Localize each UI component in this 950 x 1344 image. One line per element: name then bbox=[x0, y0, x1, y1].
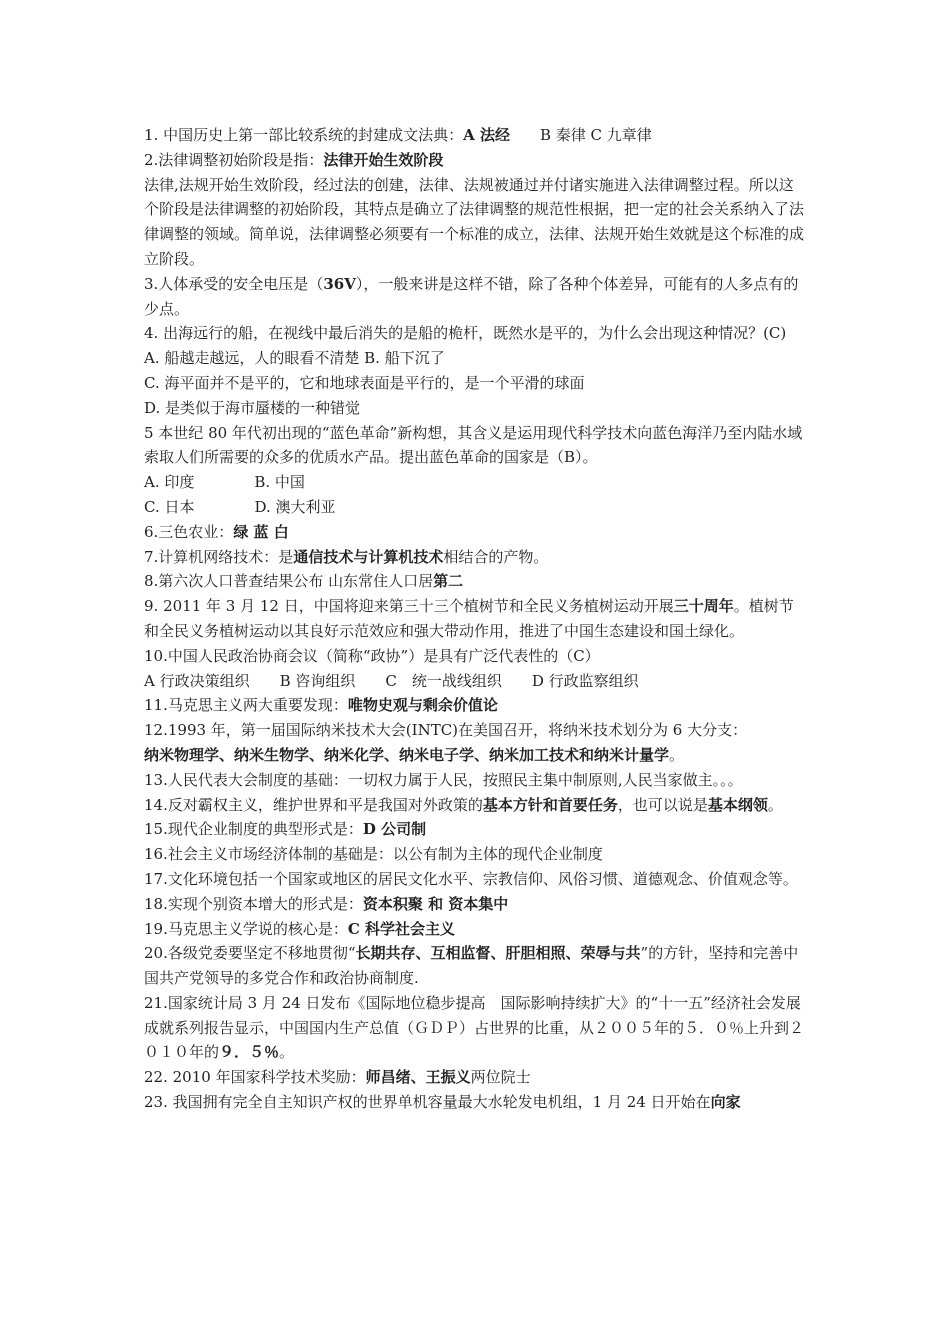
text-run: 3.人体承受的安全电压是（ bbox=[144, 274, 324, 293]
bold-text-run: 基本纲领 bbox=[707, 795, 768, 814]
paragraph bbox=[144, 123, 808, 148]
text-run: 12.1993 年，第一届国际纳米技术大会(INTC)在美国召开，将纳米技术划分为 6 大分支： bbox=[144, 721, 748, 740]
text-run: 19.马克思主义学说的核心是： bbox=[144, 919, 348, 938]
paragraph bbox=[144, 842, 808, 867]
bold-text-run: 唯物史观与剩余价值论 bbox=[347, 696, 498, 715]
text-run: D. 是类似于海市蜃楼的一种错觉 bbox=[144, 398, 361, 417]
text-run: 20.各级党委要坚定不移地贯彻“ bbox=[144, 944, 356, 963]
paragraph bbox=[144, 743, 808, 768]
text-run: 两位院士 bbox=[470, 1068, 531, 1087]
text-run: 22. 2010 年国家科学技术奖励： bbox=[144, 1068, 366, 1087]
paragraph bbox=[144, 669, 808, 694]
bold-text-run: C 科学社会主义 bbox=[347, 919, 456, 938]
bold-text-run: 通信技术与计算机技术 bbox=[293, 547, 444, 566]
text-run: ，也可以说是 bbox=[617, 795, 708, 814]
text-run: 法律,法规开始生效阶段，经过法的创建，法律、法规被通过并付诸实施进入法律调整过程。所以这个阶段是法律调整的初始阶段，其特点是确立了法律调整的规范性根据，把一定的社会关系纳入了法律调整的领域。简单说，法律调整必须要有一个标准的成立，法律、法规开始生效就是这个标准的成立阶段。 bbox=[144, 175, 805, 268]
text-run: 5 本世纪 80 年代初出现的“蓝色革命”新构想，其含义是运用现代科学技术向蓝色海洋乃至内陆水域索取人们所需要的众多的优质水产品。提出蓝色革命的国家是（B）。 bbox=[144, 423, 803, 467]
bold-text-run: 向家 bbox=[710, 1093, 741, 1112]
paragraph bbox=[144, 1065, 808, 1090]
paragraph bbox=[144, 148, 808, 173]
paragraph bbox=[144, 644, 808, 669]
bold-text-run: 基本方针和首要任务 bbox=[482, 795, 618, 814]
text-run: 14.反对霸权主义，维护世界和平是我国对外政策的 bbox=[144, 795, 483, 814]
text-run: 4. 出海远行的船，在视线中最后消失的是船的桅杆，既然水是平的，为什么会出现这种情况？(C) bbox=[144, 324, 787, 343]
text-run: 2.法律调整初始阶段是指： bbox=[144, 150, 324, 169]
paragraph bbox=[144, 768, 808, 793]
paragraph bbox=[144, 867, 808, 892]
bold-text-run: 36V bbox=[323, 274, 356, 293]
bold-text-run: 师昌绪、王振义 bbox=[365, 1068, 471, 1087]
paragraph bbox=[144, 421, 808, 471]
bold-text-run: 法律开始生效阶段 bbox=[323, 150, 444, 169]
text-run: A. 印度 B. 中国 bbox=[144, 473, 305, 492]
paragraph bbox=[144, 470, 808, 495]
text-run: B 秦律 C 九章律 bbox=[509, 126, 652, 144]
paragraph bbox=[144, 272, 808, 322]
paragraph bbox=[144, 321, 808, 346]
paragraph bbox=[144, 941, 808, 991]
paragraph bbox=[144, 569, 808, 594]
document-body bbox=[144, 123, 808, 1115]
text-run: 18.实现个别资本增大的形式是： bbox=[144, 894, 363, 913]
text-run: 。 bbox=[669, 745, 685, 764]
text-run: 7.计算机网络技术：是 bbox=[144, 547, 294, 566]
paragraph bbox=[144, 718, 808, 743]
text-run: 13.人民代表大会制度的基础：一切权力属于人民，按照民主集中制原则,人民当家做主。。。 bbox=[144, 770, 743, 789]
paragraph bbox=[144, 371, 808, 396]
text-run: 相结合的产物。 bbox=[443, 547, 549, 566]
text-run: C. 海平面并不是平的，它和地球表面是平行的，是一个平滑的球面 bbox=[144, 373, 585, 392]
text-run: C. 日本 D. 澳大利亚 bbox=[144, 497, 336, 516]
text-run: 21.国家统计局 3 月 24 日发布《国际地位稳步提高 国际影响持续扩大》的“十一五”经济社会发展成就系列报告显示，中国国内生产总值（ＧＤＰ）占世界的比重，从２００５年的５．０％上升到２０１０年的 bbox=[144, 993, 805, 1062]
text-run: A 行政决策组织 B 咨询组织 C 统一战线组织 D 行政监察组织 bbox=[144, 671, 639, 690]
paragraph bbox=[144, 693, 808, 718]
paragraph bbox=[144, 793, 808, 818]
text-run: 23. 我国拥有完全自主知识产权的世界单机容量最大水轮发电机组，1 月 24 日开始在 bbox=[144, 1093, 711, 1112]
paragraph bbox=[144, 520, 808, 545]
bold-text-run: 绿 蓝 白 bbox=[233, 522, 289, 541]
bold-text-run: 三十周年 bbox=[673, 597, 734, 616]
bold-text-run: ９．５％ bbox=[219, 1043, 280, 1062]
text-run: 。 bbox=[767, 795, 783, 814]
paragraph bbox=[144, 991, 808, 1065]
bold-text-run: D 公司制 bbox=[362, 820, 427, 839]
bold-text-run: 长期共存、互相监督、肝胆相照、荣辱与共 bbox=[355, 944, 641, 963]
paragraph bbox=[144, 495, 808, 520]
paragraph bbox=[144, 396, 808, 421]
paragraph bbox=[144, 545, 808, 570]
text-run: 10.中国人民政治协商会议（简称“政协”）是具有广泛代表性的（C） bbox=[144, 646, 600, 665]
text-run: 16.社会主义市场经济体制的基础是：以公有制为主体的现代企业制度 bbox=[144, 845, 603, 864]
text-run: 1. 中国历史上第一部比较系统的封建成文法典： bbox=[144, 126, 464, 144]
paragraph bbox=[144, 917, 808, 942]
text-run: 11.马克思主义两大重要发现： bbox=[144, 696, 348, 715]
paragraph bbox=[144, 892, 808, 917]
text-run: 。植树节和全民义务植树运动以其良好示范效应和强大带动作用，推进了中国生态建设和国土绿化。 bbox=[144, 597, 794, 640]
paragraph bbox=[144, 173, 808, 272]
text-run: 15.现代企业制度的典型形式是： bbox=[144, 820, 363, 839]
bold-text-run: 第二 bbox=[433, 572, 464, 591]
text-run: ），一般来讲是这样不错，除了各种个体差异，可能有的人多点有的少点。 bbox=[144, 274, 799, 318]
text-run: 。 bbox=[279, 1043, 295, 1062]
bold-text-run: 资本积聚 和 资本集中 bbox=[362, 894, 509, 913]
text-run: 6.三色农业： bbox=[144, 522, 234, 541]
paragraph bbox=[144, 346, 808, 371]
paragraph bbox=[144, 817, 808, 842]
paragraph bbox=[144, 594, 808, 644]
text-run: 9. 2011 年 3 月 12 日，中国将迎来第三十三个植树节和全民义务植树运动开展 bbox=[144, 597, 674, 616]
bold-text-run: 纳米物理学、纳米生物学、纳米化学、纳米电子学、纳米加工技术和纳米计量学 bbox=[144, 745, 670, 764]
paragraph bbox=[144, 1090, 808, 1115]
text-run: ”的方针，坚持和完善中国共产党领导的多党合作和政治协商制度. bbox=[144, 944, 799, 988]
text-run: 8.第六次人口普查结果公布 山东常住人口居 bbox=[144, 572, 434, 591]
text-run: A. 船越走越远，人的眼看不清楚 B. 船下沉了 bbox=[144, 349, 445, 368]
bold-text-run: A 法经 bbox=[463, 126, 510, 144]
text-run: 17.文化环境包括一个国家或地区的居民文化水平、宗教信仰、风俗习惯、道德观念、价值观念等。 bbox=[144, 869, 798, 888]
